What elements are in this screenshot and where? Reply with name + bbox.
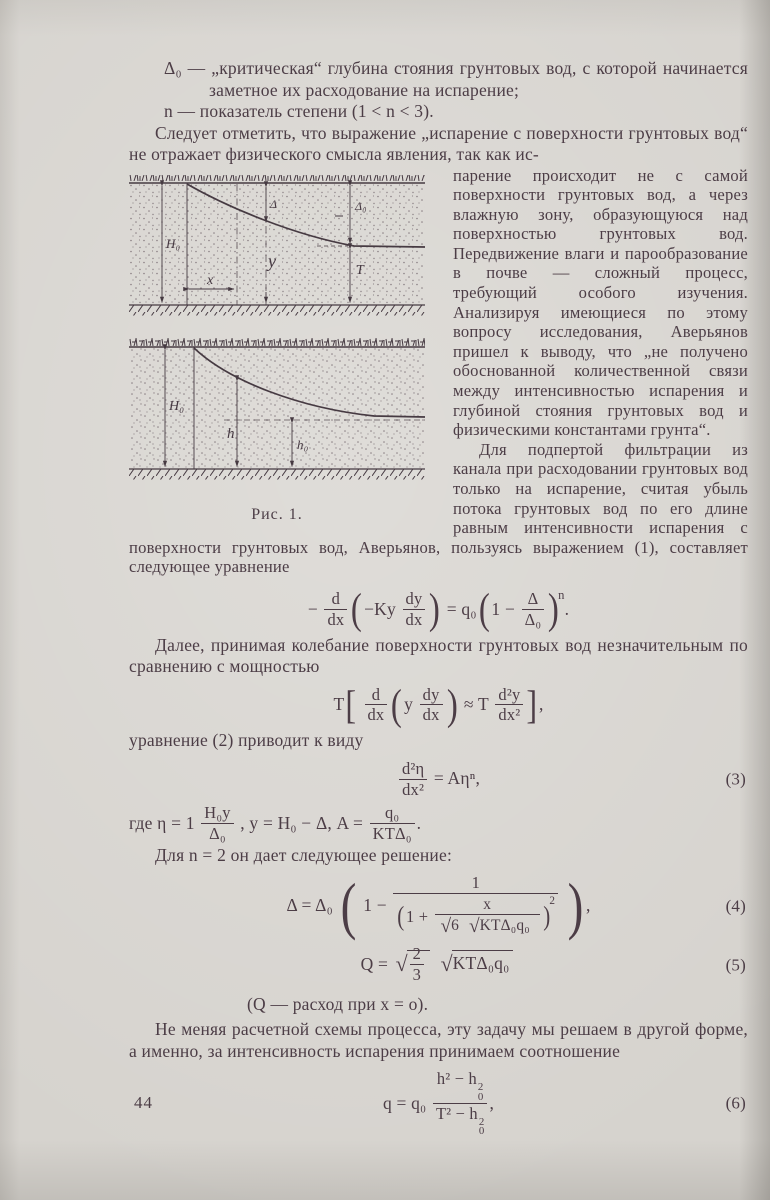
eq2-delta-frac: $\frac{\Delta}{\text{Δ₀}}$ [522,590,545,629]
eq2-ddx: $\frac{d}{dx}$ [324,590,347,629]
equation-number-5: (5) [725,954,746,974]
eq2-minus: − [307,598,318,619]
eq2-mid: = q₀ [446,598,477,619]
eq5-lhs: Q = [360,953,389,974]
eq5-frac: $\frac{2}{3}$ [410,945,424,984]
definition-n: n — показатель степени (1 < n < 3). [164,101,434,121]
equation-number-3: (3) [725,769,746,789]
label-x: x [207,272,214,288]
ground-surface-grass [129,337,425,347]
gde-frac2: $\frac{\text{q₀}}{\text{KTΔ₀}}$ [370,804,415,843]
eqb-comma: , [538,694,544,715]
eq2-period: . [564,598,570,619]
equation-number-6: (6) [725,1093,746,1113]
equation-6 [129,1070,748,1136]
gde-lead: где η = 1 [129,812,195,833]
equation-3 [129,760,748,799]
paragraph-column-1: парение происходит не с самой поверхности грунтовых вод, а через влажную зону, образующуюся над поверхностью грунтовых вод. Передвижение влаги и парообразование в почве — сложный процесс, требующий особого изучения. Анализируя имеющиеся по этому вопросу исследования, Аверьянов пришел к выводу, что „не получено обоснованной количественной связи между интенсивностью испарения и глубиной стояния грунтовых вод и физическими константами грунта“. [453,165,748,440]
equation-approx: T[ $\frac{d}{dx}$ ( y $\frac{dy}{dx}$ ) ≈ T $\frac{\text{d²y}}{\text{dx²}}$ ], [333,680,544,729]
radical-KTDq: √KTΔ₀q₀ [469,917,534,934]
label-delta: Δ [270,196,278,211]
eqb-T: T [333,694,345,715]
gde-period: . [416,812,422,833]
equation-2: − $\frac{d}{dx}$ ( −Ky $\frac{dy}{dx}$ ) = q₀( 1 − $\frac{\Delta}{\text{Δ₀}}$ )$^n$. [307,585,570,634]
equation-5 [129,945,748,984]
figure-groundwater-profile-upper [129,172,425,322]
radical-two-thirds: √ $\frac{2}{3}$ [396,953,430,973]
q-note: (Q — расход при x = о). [247,993,429,1014]
eq4-inner-frac: $\frac{x}{\text{√6 √KTΔ₀q₀}}$ [435,897,540,938]
paragraph-column-2: Для подпертой фильтрации из канала при расходовании грунтовых вод только на испарение, считая убыль потока грунтовых вод по его длине равным интенсивности испарения с поверхности грунтовых вод, Аверьянов, пользуясь выражением (1), составляет следующее уравнение [129,439,748,577]
eqb-d2y: $\frac{\text{d²y}}{\text{dx²}}$ [495,686,523,725]
figure-block [129,166,439,530]
ground-surface-grass [129,175,425,183]
page-number: 44 [134,1093,153,1112]
eq6-h0-supsub: 2 0 [478,1115,485,1137]
eq4-exponent-2: 2 [549,895,556,908]
eq6-frac [433,1070,488,1136]
eq2-inner: −Ky [364,598,396,619]
eq2-exponent-n: n [558,587,565,602]
label-h: h [227,425,235,442]
eqb-approx: ≈ T [463,694,489,715]
radical-KTDq: √KTΔ₀q₀ [441,953,514,973]
radical-6: √6 [441,917,464,934]
eqb-dydx: $\frac{dy}{dx}$ [420,686,443,725]
impermeable-layer-hatch [129,469,425,479]
gde-frac1: $\frac{\text{H₀y}}{\text{Δ₀}}$ [201,804,233,843]
eq6-numerator: h² − h 2 0 [433,1070,488,1103]
label-H0: H₀ [169,398,185,414]
gde-mid: , y = H₀ − Δ, A = [240,812,364,833]
eq4-inner-den [435,915,540,937]
eq6-h0-supsub: 2 0 [477,1081,484,1103]
label-H0: H₀ [166,235,181,251]
paragraph-n2: Для n = 2 он дает следующее решение: [155,844,453,865]
paragraph-intro: Следует отметить, что выражение „испарение с поверхности грунтовых вод“ не отражает физического смысла явления, так как ис- [129,122,748,164]
eq6-lhs: q = q₀ [382,1092,427,1113]
eq3-rhs: = Aηⁿ, [433,768,481,789]
equation-4: Δ = Δ₀ ( 1 − 1 (1 + $\frac{x}{\text{√6 √KTΔ₀q₀}}$ )$^2$ ) , (4) [286,870,746,941]
label-delta0: Δ₀ [355,198,367,213]
eq4-big-frac: 1 (1 + $\frac{x}{\text{√6 √KTΔ₀q₀}}$ )$^2$ [393,874,558,937]
eq3-frac: $\frac{\text{d²η}}{\text{dx²}}$ [399,760,427,799]
eq2-dydx: $\frac{dy}{dx}$ [403,590,426,629]
eq4-comma: , [585,895,591,916]
figure-groundwater-profile-lower [129,336,425,494]
equation-definitions [129,804,748,843]
impermeable-layer-hatch [129,305,425,315]
paragraph-dalee: Далее, принимая колебание поверхности грунтовых вод незначительным по сравнению с мощностью [129,634,748,677]
eq4-denominator: (1 + $\frac{x}{\text{√6 √KTΔ₀q₀}}$ )$^2$ [397,895,556,937]
figure-caption: Рис. 1. [251,505,303,523]
eq4-lhs: Δ = Δ₀ [286,895,333,916]
eqb-ddx: $\frac{d}{dx}$ [365,686,388,725]
eq6-denominator: T² − h 2 0 [435,1103,485,1137]
definition-delta0: Δ₀ — „критическая“ глубина стояния грунтовых вод, с которой начинается заметное их расходование на испарение; [164,58,748,100]
label-y: y [268,250,277,271]
eq4-one-minus: 1 − [363,895,387,916]
paragraph-ne-menyaya: Не меняя расчетной схемы процесса, эту задачу мы решаем в другой форме, а именно, за интенсивность испарения принимаем соотношение [129,1019,748,1061]
eqb-y: y [404,694,414,715]
eq2-one-minus: 1 − [491,598,516,619]
label-h0: h₀ [297,436,309,452]
page-text-block [129,58,748,1142]
label-T: T [356,262,364,278]
paragraph-ur2: уравнение (2) приводит к виду [129,730,364,751]
equation-number-4: (4) [725,896,746,916]
eq6-comma: , [489,1092,495,1113]
